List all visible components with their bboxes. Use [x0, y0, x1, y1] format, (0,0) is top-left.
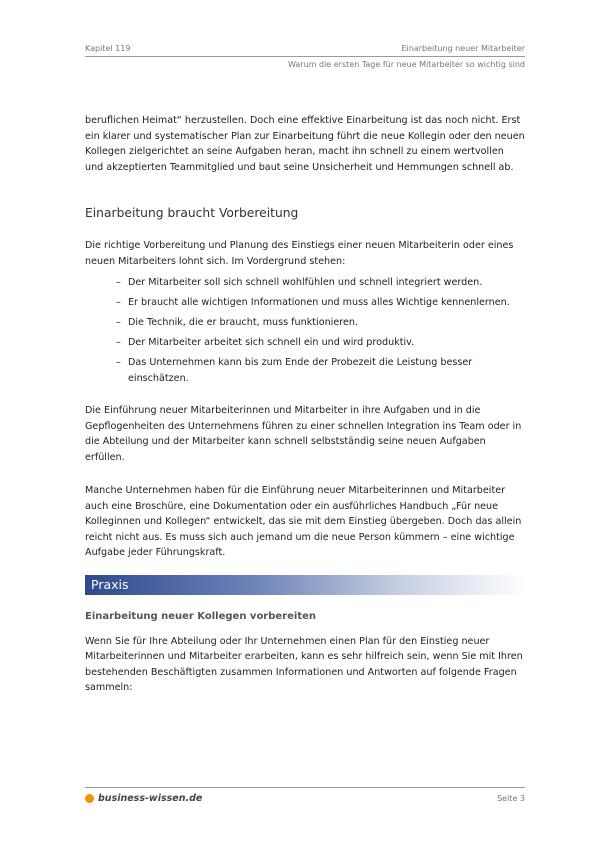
lead-paragraph: Die richtige Vorbereitung und Planung des Einstiegs einer neuen Mitarbeiterin oder eines neuen Mitarbeiters lohnt sich. Im Vordergrund stehen:	[85, 240, 514, 267]
intro-paragraph: beruflichen Heimat“ herzustellen. Doch eine effektive Einarbeitung ist das noch nicht. Erst ein klarer und systematischer Plan zur Einarbeitung führt die neue Kollegin oder den neuen Kollegen zielgerichtet an seine Aufgaben heran, macht ihn schnell zu einem wertvollen und akzeptierten Teammitglied und baut seine Unsicherheit und Hemmungen schnell ab.	[85, 115, 525, 173]
list-item: – Der Mitarbeiter soll sich schnell wohlfühlen und schnell integriert werden.	[85, 275, 525, 291]
dash-marker: –	[116, 297, 121, 308]
header-divider	[85, 56, 525, 57]
dash-marker: –	[116, 317, 121, 328]
page-footer	[85, 787, 525, 804]
list-item: – Er braucht alle wichtigen Informationen und muss alles Wichtige kennenlernen.	[85, 295, 525, 311]
list-item: – Die Technik, die er braucht, muss funktionieren.	[85, 315, 525, 331]
brand-logo	[85, 793, 202, 804]
chapter-label: Kapitel 119	[85, 44, 131, 53]
footer-divider	[85, 787, 525, 788]
main-content	[85, 113, 525, 696]
list-item: – Das Unternehmen kann bis zum Ende der Probezeit die Leistung besser einschätzen.	[116, 357, 473, 384]
dash-marker: –	[116, 357, 121, 368]
page-number: Seite 3	[497, 794, 525, 803]
dash-marker: –	[116, 337, 121, 348]
section-heading: Einarbeitung braucht Vorbereitung	[85, 206, 299, 220]
body-paragraph: Wenn Sie für Ihre Abteilung oder Ihr Unternehmen einen Plan für den Einstieg neuer Mitarbeiterinnen und Mitarbeiter erarbeiten, kann es sehr hilfreich sein, wenn Sie mit Ihren bestehenden Beschäftigten zusammen Informationen und Antworten auf folgende Fragen sammeln:	[85, 635, 523, 693]
document-subtitle: Warum die ersten Tage für neue Mitarbeiter so wichtig sind	[288, 60, 525, 69]
list-item: – Der Mitarbeiter arbeitet sich schnell ein und wird produktiv.	[85, 335, 525, 351]
body-paragraph: Manche Unternehmen haben für die Einführung neuer Mitarbeiterinnen und Mitarbeiter auch eine Broschüre, eine Dokumentation oder ein ausführliches Handbuch „Für neue Kolleginnen und Kollegen“ entwickelt, das sie mit dem Einstieg übergeben. Doch das allein reicht nicht aus. Es muss sich auch jemand um die neue Person kümmern – eine wichtige Aufgabe jeder Führungskraft.	[85, 485, 522, 558]
subsection-heading: Einarbeitung neuer Kollegen vorbereiten	[85, 610, 317, 622]
logo-text: business-wissen.de	[98, 793, 203, 804]
document-title: Einarbeitung neuer Mitarbeiter	[401, 44, 525, 53]
bullet-list	[85, 275, 525, 386]
dash-marker: –	[116, 277, 121, 288]
body-paragraph: Die Einführung neuer Mitarbeiterinnen und Mitarbeiter in ihre Aufgaben und in die Gepflogenheiten des Unternehmens führen zu einer schnellen Integration ins Team oder in die Abteilung und der Mitarbeiter kann schnell selbstständig seine neuen Aufgaben erfüllen.	[85, 405, 522, 463]
page-header	[85, 44, 525, 69]
praxis-banner: Praxis	[85, 575, 525, 595]
logo-dot-icon	[85, 794, 94, 803]
